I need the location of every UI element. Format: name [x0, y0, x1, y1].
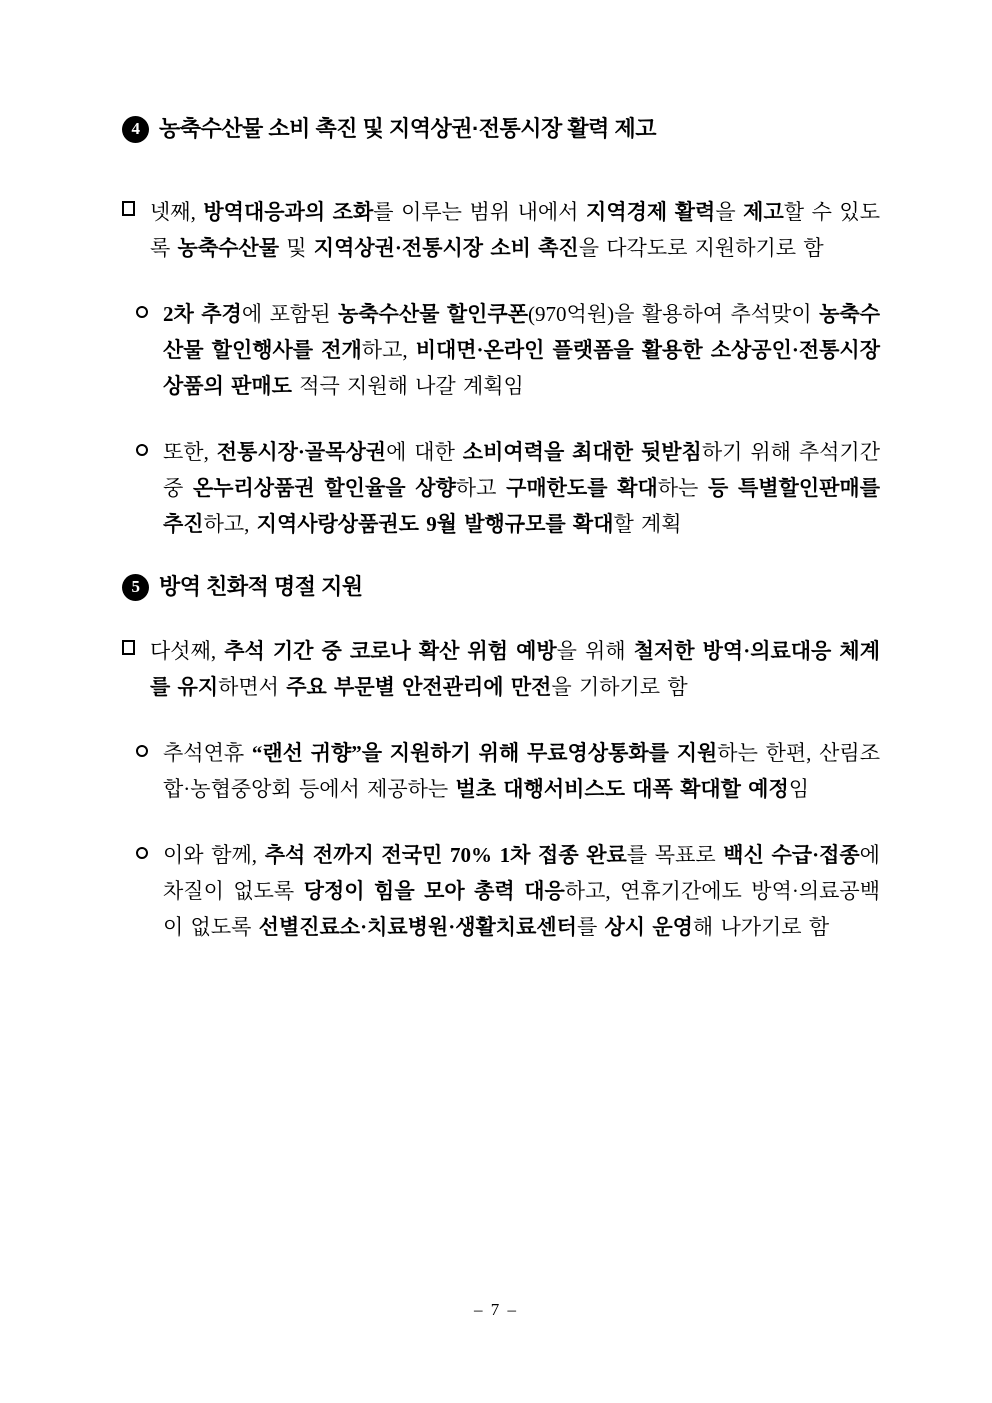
section-heading-5: [122, 572, 880, 602]
paragraph-fourth-policy-text: 넷째, 방역대응과의 조화를 이루는 범위 내에서 지역경제 활력을 제고할 수 있도록 농축수산물 및 지역상권·전통시장 소비 촉진을 다각도로 지원하기로 함: [150, 200, 880, 260]
circle-bullet-icon: [136, 306, 148, 318]
circle-bullet-icon: [136, 847, 148, 859]
circled-number-5-icon: 5: [122, 574, 149, 601]
bullet-discount-coupon-text: 2차 추경에 포함된 농축수산물 할인쿠폰(970억원)을 활용하여 추석맞이 농축수산물 할인행사를 전개하고, 비대면·온라인 플랫폼을 활용한 소상공인·전통시장 상품의 판매도 적극 지원해 나갈 계획임: [163, 302, 881, 398]
bullet-online-homecoming: [135, 735, 880, 807]
circle-bullet-icon: [136, 444, 148, 456]
section-heading-5-text: 방역 친화적 명절 지원: [159, 574, 363, 599]
paragraph-fourth-policy: [122, 194, 880, 266]
bullet-discount-coupon: [135, 296, 880, 404]
circled-number-4-icon: 4: [122, 116, 149, 143]
section-heading-4: [122, 114, 880, 144]
paragraph-fifth-policy: [122, 633, 880, 705]
page-number: – 7 –: [474, 1300, 518, 1319]
paragraph-fifth-policy-text: 다섯째, 추석 기간 중 코로나 확산 위험 예방을 위해 철저한 방역·의료대응 체계를 유지하면서 주요 부문별 안전관리에 만전을 기하기로 함: [150, 639, 880, 699]
square-bullet-icon: [122, 201, 135, 216]
bullet-online-homecoming-text: 추석연휴 “랜선 귀향”을 지원하기 위해 무료영상통화를 지원하는 한편, 산림조합·농협중앙회 등에서 제공하는 벌초 대행서비스도 대폭 확대할 예정임: [163, 741, 880, 801]
bullet-traditional-market: [135, 434, 880, 542]
bullet-vaccination: [135, 837, 880, 945]
bullet-vaccination-text: 이와 함께, 추석 전까지 전국민 70% 1차 접종 완료를 목표로 백신 수급·접종에 차질이 없도록 당정이 힘을 모아 총력 대응하고, 연휴기간에도 방역·의료공백이 없도록 선별진료소·치료병원·생활치료센터를 상시 운영해 나가기로 함: [163, 843, 880, 939]
bullet-traditional-market-text: 또한, 전통시장·골목상권에 대한 소비여력을 최대한 뒷받침하기 위해 추석기간 중 온누리상품권 할인율을 상향하고 구매한도를 확대하는 등 특별할인판매를 추진하고, 지역사랑상품권도 9월 발행규모를 확대할 계획: [163, 440, 880, 536]
square-bullet-icon: [122, 640, 135, 655]
section-heading-4-text: 농축수산물 소비 촉진 및 지역상권·전통시장 활력 제고: [159, 116, 657, 141]
circle-bullet-icon: [136, 745, 148, 757]
